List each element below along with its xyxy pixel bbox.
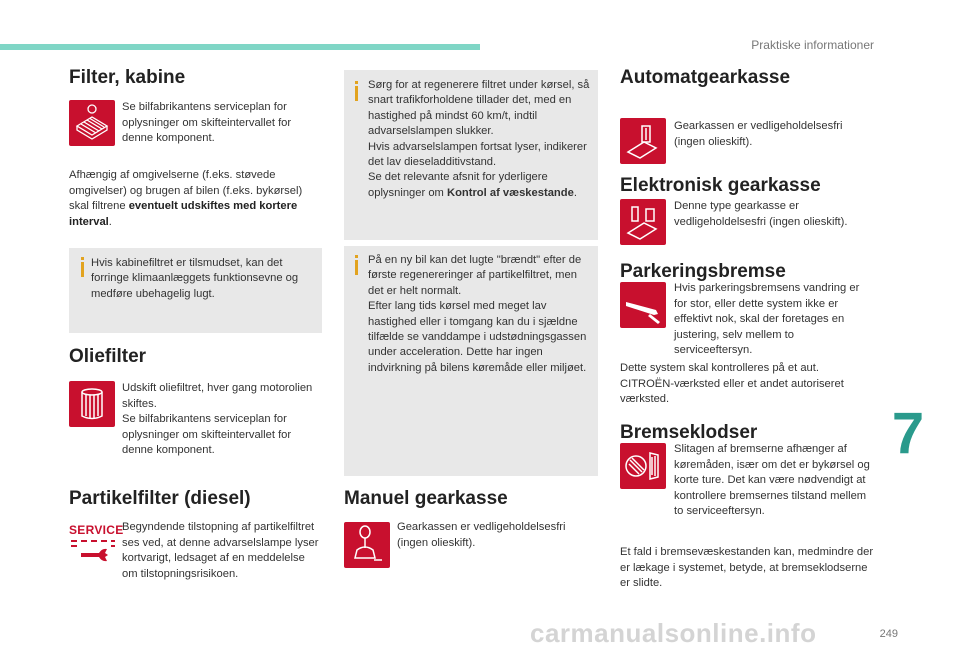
watermark: carmanualsonline.info xyxy=(530,618,817,648)
heading-elektronisk-gearkasse: Elektronisk gearkasse xyxy=(620,175,821,196)
oil-filter-text: Udskift oliefiltret, hver gang motorolien skiftes. Se bilfabrikantens serviceplan for oplysninger om skifteintervallet for denne komponent. xyxy=(122,382,313,457)
header-title: Praktiske informationer xyxy=(751,38,874,52)
cabin-filter-icon xyxy=(69,100,115,146)
cabin-filter-paragraph: Afhængig af omgivelserne (f.eks. støvede omgivelser) og brugen af bilen (f.eks. bykørsel) skal filtrene eventuelt udskiftes med kortere interval. xyxy=(69,169,303,228)
header-accent-bar xyxy=(0,44,480,50)
automatic-gearbox-text: Gearkassen er vedligeholdelsesfri (ingen olieskift). xyxy=(674,120,843,148)
info-burnt-smell-text: På en ny bil kan det lugte "brændt" efter de første regenereringer af partikelfiltret, men det er helt normalt. Efter lang tids kørsel med meget lav hastighed eller i tomgang kan du i sjældne tilfælde se vanddampe i udstødningsgassen under acceleration. Dette har ingen indvirkning på bilens køremåde eller miljøet. xyxy=(368,254,587,374)
brake-pads-text: Slitagen af bremserne afhænger af køremåden, især om det er bykørsel og korte ture. Det kan være nødvendigt at kontrollere bremsernes tilstand mellem to serviceeftersyn. xyxy=(674,443,870,518)
heading-partikelfilter: Partikelfilter (diesel) xyxy=(69,488,251,509)
heading-manuel-gearkasse: Manuel gearkasse xyxy=(344,488,508,509)
heading-parkeringsbremse: Parkeringsbremse xyxy=(620,261,786,282)
page-number: 249 xyxy=(879,628,898,640)
parking-brake-icon xyxy=(620,282,666,328)
heading-oliefilter: Oliefilter xyxy=(69,346,147,367)
heading-filter-kabine: Filter, kabine xyxy=(69,67,186,88)
electronic-gearbox-icon xyxy=(620,199,666,245)
info-icon xyxy=(355,260,358,275)
particle-filter-text: Begyndende tilstopning af partikelfiltret ses ved, at denne advarselslampe lyser kortvarigt, ledsaget af en meddelelse om tilstopningsrisikoen. xyxy=(122,521,319,580)
manual-gearbox-text: Gearkassen er vedligeholdelsesfri (ingen olieskift). xyxy=(397,521,566,549)
electronic-gearbox-text: Denne type gearkasse er vedligeholdelsesfri (ingen olieskift). xyxy=(674,200,848,228)
info-cabin-text: Hvis kabinefiltret er tilsmudset, kan det forringe klimaanlæggets funktionsevne og medføre ubehagelig lugt. xyxy=(91,257,299,300)
automatic-gearbox-icon xyxy=(620,118,666,164)
info-icon xyxy=(355,86,358,101)
heading-automatgearkasse: Automatgearkasse xyxy=(620,67,791,88)
parking-brake-text-2: Dette system skal kontrolleres på et aut. CITROËN-værksted eller et andet autoriseret værksted. xyxy=(620,362,844,406)
parking-brake-text: Hvis parkeringsbremsens vandring er for stor, eller dette system ikke er effektivt nok, skal der foretages en justering, selv mellem to serviceeftersyn. xyxy=(674,282,860,357)
oil-filter-icon xyxy=(69,381,115,427)
heading-bremseklodser: Bremseklodser xyxy=(620,422,758,443)
cabin-filter-icon-text: Se bilfabrikantens serviceplan for oplysninger om skifteintervallet for denne komponent. xyxy=(122,101,292,145)
brake-pads-icon xyxy=(620,443,666,489)
manual-gearbox-icon xyxy=(344,522,390,568)
brake-pads-text-2: Et fald i bremsevæskestanden kan, medmindre der er lækage i systemet, betyde, at bremseklodserne er slidte. xyxy=(620,546,874,590)
info-icon xyxy=(81,262,84,277)
chapter-number: 7 xyxy=(891,401,925,466)
info-regenerate-text: Sørg for at regenerere filtret under kørsel, så snart trafikforholdene tillader det, med en hastighed på mindst 60 km/t, indtil advarselslampen slukker. Hvis advarselslampen fortsat lyser, indikerer det lav dieseladditivstand. Se det relevante afsnit for yderligere oplysninger om Kontrol af væskestande. xyxy=(368,79,590,199)
service-wrench-icon: SERVICE xyxy=(69,522,115,568)
